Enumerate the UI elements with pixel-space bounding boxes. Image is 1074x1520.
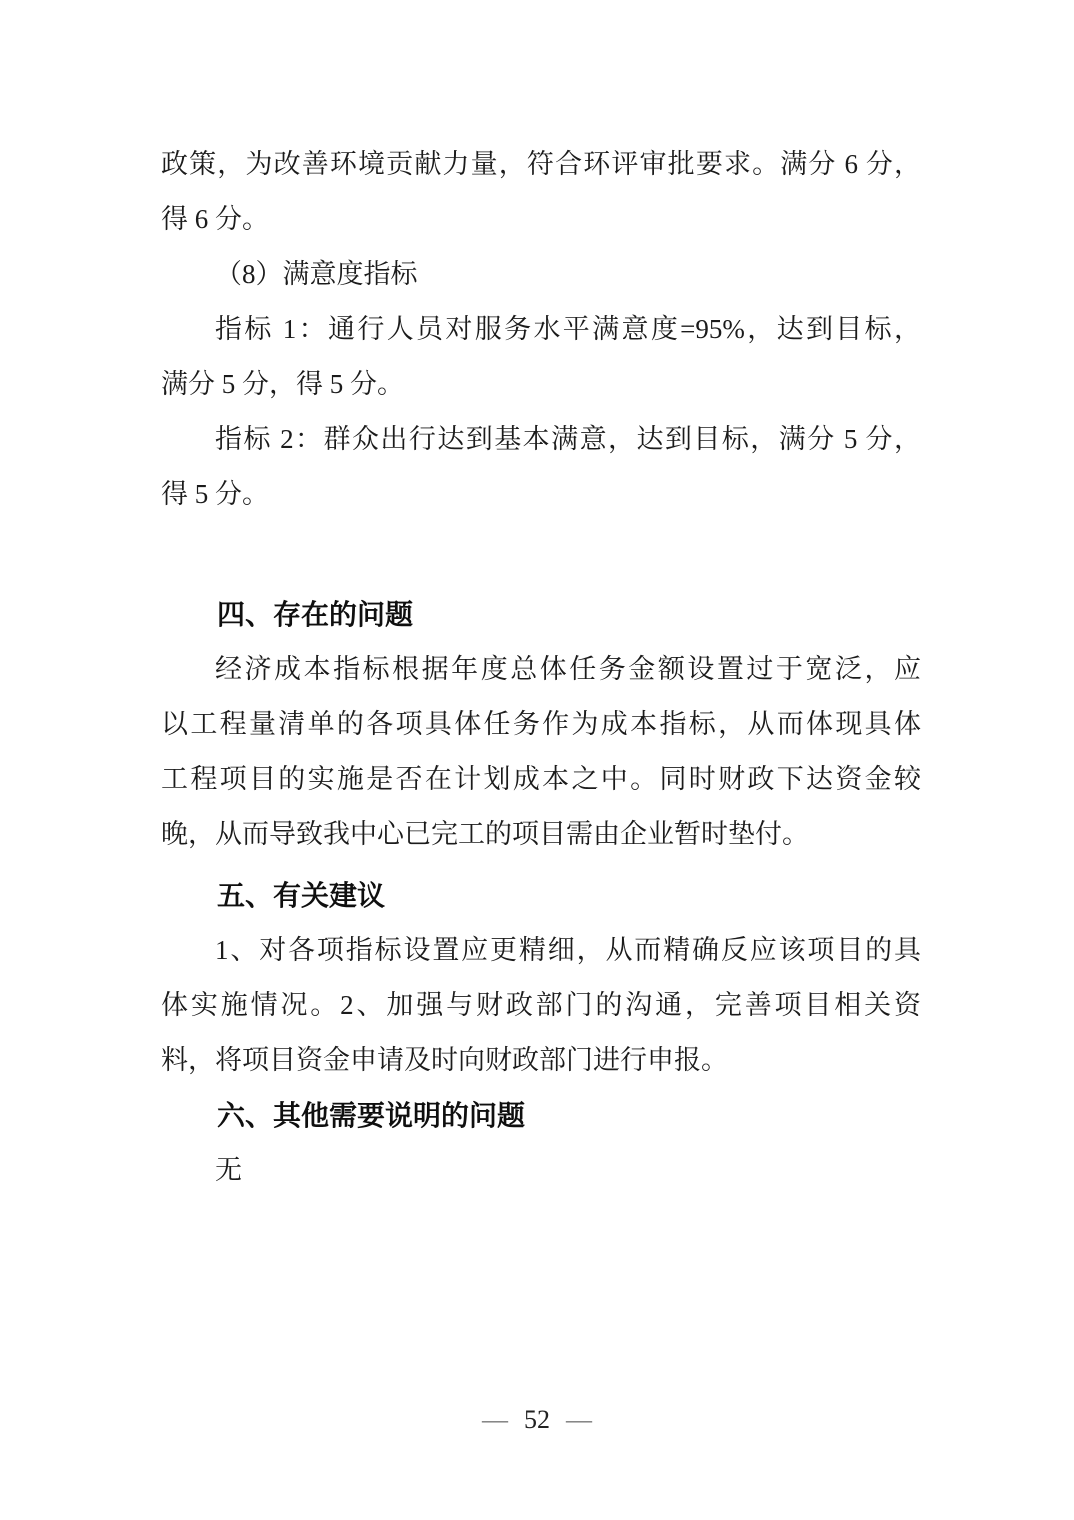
section-heading-other-issues: 六、其他需要说明的问题 <box>217 1100 526 1131</box>
text-line-indicator-2: 指标 2：群众出行达到基本满意，达到目标，满分 5 分， <box>215 424 921 454</box>
text-line-indicator-1: 指标 1：通行人员对服务水平满意度=95%，达到目标， <box>215 314 921 344</box>
text-line: 体实施情况。2、加强与财政部门的沟通，完善项目相关资 <box>161 990 921 1020</box>
text-line: 晚，从而导致我中心已完工的项目需由企业暂时垫付。 <box>161 819 809 849</box>
text-line: 1、对各项指标设置应更精细，从而精确反应该项目的具 <box>215 935 921 965</box>
text-line: 得 6 分。 <box>161 204 269 234</box>
footer-dash-left: — <box>482 1405 508 1434</box>
document-body <box>161 137 921 1198</box>
subsection-heading-satisfaction: （8）满意度指标 <box>215 259 418 289</box>
section-heading-suggestions: 五、有关建议 <box>217 880 386 911</box>
page-footer <box>0 1405 1074 1435</box>
page-number: 52 <box>524 1405 550 1434</box>
text-line: 以工程量清单的各项具体任务作为成本指标，从而体现具体 <box>161 709 921 739</box>
text-line: 工程项目的实施是否在计划成本之中。同时财政下达资金较 <box>161 764 921 794</box>
text-line: 满分 5 分，得 5 分。 <box>161 369 404 399</box>
text-line: 得 5 分。 <box>161 479 269 509</box>
text-line: 经济成本指标根据年度总体任务金额设置过于宽泛，应 <box>215 654 921 684</box>
section-heading-problems: 四、存在的问题 <box>217 599 414 630</box>
text-line: 政策，为改善环境贡献力量，符合环评审批要求。满分 6 分， <box>161 149 921 179</box>
footer-dash-right: — <box>566 1405 592 1434</box>
text-line-none: 无 <box>215 1155 242 1185</box>
text-line: 料，将项目资金申请及时向财政部门进行申报。 <box>161 1045 728 1075</box>
